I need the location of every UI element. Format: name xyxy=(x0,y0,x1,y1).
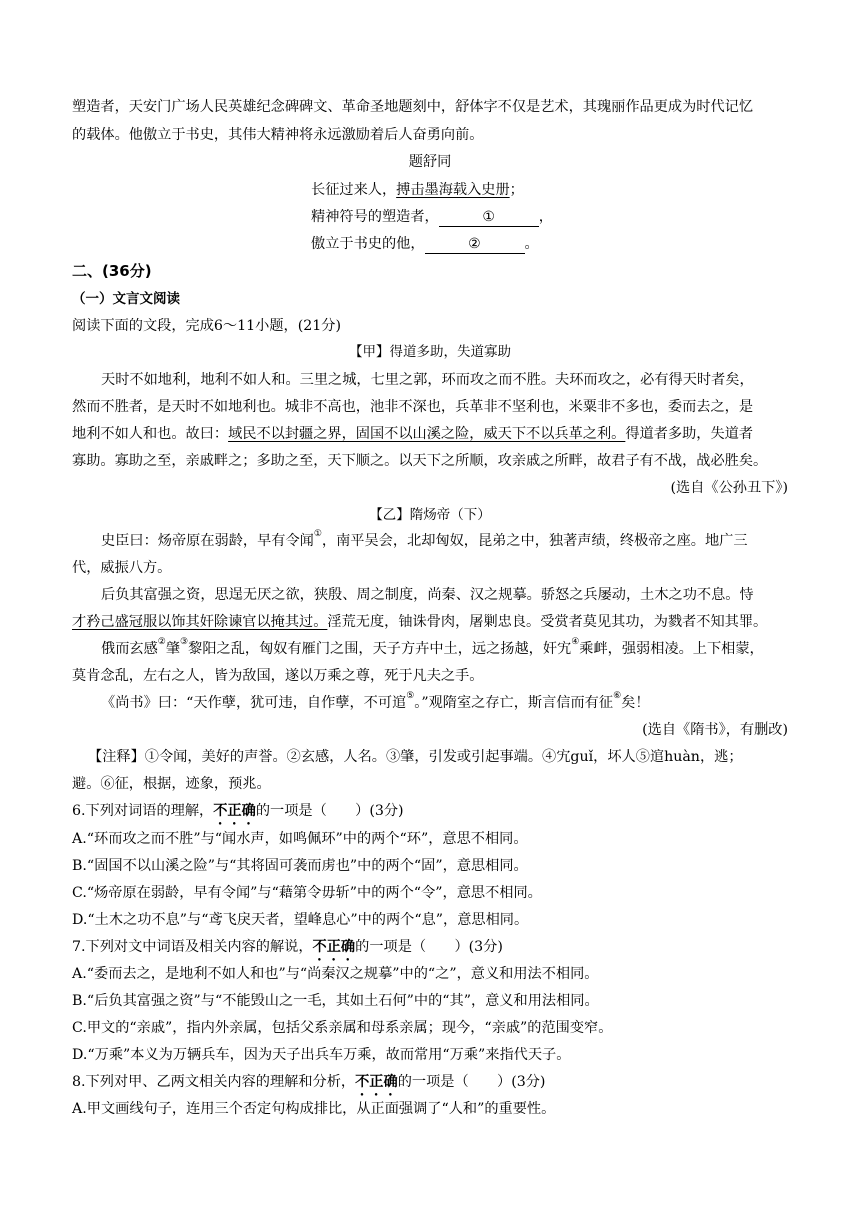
intro-line-1: 塑造者，天安门广场人民英雄纪念碑碑文、革命圣地题刻中，舒体字不仅是艺术，其瑰丽作品更成为时代记忆 xyxy=(72,99,754,115)
yi-line-3: 后负其富强之资，思逞无厌之欲，狭殷、周之制度，尚秦、汉之规摹。骄怒之兵屡动，土木之功不息。恃 xyxy=(101,587,754,603)
subsection-heading: （一）文言文阅读 xyxy=(72,291,180,307)
intro-line-2: 的载体。他傲立于书史，其伟大精神将永远激励着后人奋勇向前。 xyxy=(72,127,484,143)
footnote-mark: ⑤ xyxy=(406,691,415,701)
q6-option-a[interactable]: A.“环而攻之而不胜”与“闻水声，如鸣佩环”中的两个“环”，意思不相同。 xyxy=(72,831,528,847)
poem-line-3: 傲立于书史的他， ② 。 xyxy=(311,236,539,252)
emphasis-not-correct: 不正确 xyxy=(312,939,356,955)
emphasis-not-correct: 不正确 xyxy=(213,803,256,819)
q6-option-b[interactable]: B.“固国不以山溪之险”与“其将固可袭而虏也”中的两个“固”，意思相同。 xyxy=(72,858,528,874)
yi-source: (选自《隋书》，有删改) xyxy=(642,722,788,738)
footnote-mark: ② xyxy=(157,637,166,647)
jia-line-2: 然而不胜者，是天时不如地利也。城非不高也，池非不深也，兵革非不坚利也，米粟非不多也，委而去之，是 xyxy=(72,399,754,415)
yi-line-6: 莫肯念乱，左右之人，皆为敌国，遂以万乘之尊，死于凡夫之手。 xyxy=(72,668,484,684)
q7-option-c[interactable]: C.甲文的“亲戚”，指内外亲属，包括父系亲属和母系亲属；现今，“亲戚”的范围变窄。 xyxy=(72,1020,613,1036)
yi-line-1: 史臣曰：炀帝原在弱龄，早有令闻①，南平吴会，北却匈奴，昆弟之中，独著声绩，终极帝之座。地广三 xyxy=(101,529,748,549)
poem-underlined-phrase: 搏击墨海载入史册 xyxy=(396,182,510,198)
notes-line-1: 【注释】①令闻，美好的声誉。②玄感，人名。③肇，引发或引起事端。④宄guǐ，坏人⑤逭huàn，逃； xyxy=(88,749,743,765)
yi-line-7: 《尚书》曰：“天作孽，犹可违，自作孽，不可逭⑤。”观隋室之存亡，斯言信而有征⑥矣！ xyxy=(101,691,650,711)
footnote-mark: ④ xyxy=(571,637,580,647)
question-8-stem: 8.下列对甲、乙两文相关内容的理解和分析，不正确的一项是（ ）(3分) xyxy=(72,1074,546,1090)
q6-option-c[interactable]: C.“炀帝原在弱龄，早有令闻”与“藉第令毋斩”中的两个“令”，意思不相同。 xyxy=(72,885,542,901)
jia-title: 【甲】得道多助，失道寡助 xyxy=(349,344,511,360)
section-instruction: 阅读下面的文段，完成6～11小题，(21分) xyxy=(72,318,342,334)
yi-underlined-sentence: 才矜己盛冠服以饰其奸除谏官以掩其过。 xyxy=(72,614,328,630)
yi-line-5: 俄而玄感②肇③黎阳之乱，匈奴有雁门之围，天子方卉中土，远之扬越，奸宄④乘衅，强弱相凌。上下相蒙， xyxy=(101,637,764,657)
poem-line-1: 长征过来人，搏击墨海载入史册； xyxy=(311,182,524,198)
q7-option-d[interactable]: D.“万乘”本义为万辆兵车，因为天子出兵车万乘，故而常用“万乘”来指代天子。 xyxy=(72,1047,571,1063)
footnote-mark: ③ xyxy=(180,637,189,647)
q8-option-a[interactable]: A.甲文画线句子，连用三个否定句构成排比，从正面强调了“人和”的重要性。 xyxy=(72,1101,556,1117)
emphasis-not-correct: 不正确 xyxy=(355,1074,398,1090)
jia-underlined-sentence: 域民不以封疆之界，固国不以山溪之险，威天下不以兵革之利。 xyxy=(228,426,626,442)
jia-line-1: 天时不如地利，地利不如人和。三里之城，七里之郭，环而攻之而不胜。夫环而攻之，必有得天时者矣， xyxy=(101,372,754,388)
yi-line-2: 代，威振八方。 xyxy=(72,560,172,576)
question-6-stem: 6.下列对词语的理解，不正确的一项是（ ）(3分) xyxy=(72,803,404,819)
section-heading: 二、(36分) xyxy=(72,262,152,280)
q6-option-d[interactable]: D.“土木之功不息”与“鸢飞戾天者，望峰息心”中的两个“息”，意思相同。 xyxy=(72,912,529,928)
poem-title: 题舒同 xyxy=(408,154,452,170)
footnote-mark: ① xyxy=(313,529,322,539)
answer-blank-2[interactable]: ② xyxy=(425,235,525,254)
answer-blank-1[interactable]: ① xyxy=(439,208,539,227)
jia-line-4: 寡助。寡助之至，亲戚畔之；多助之至，天下顺之。以天下之所顺，攻亲戚之所畔，故君子有不战，战必胜矣。 xyxy=(72,453,768,469)
yi-line-4: 才矜己盛冠服以饰其奸除谏官以掩其过。淫荒无度，铀诛骨肉，屠剿忠良。受赏者莫见其功，为戮者不知其罪。 xyxy=(72,614,768,630)
jia-source: (选自《公孙丑下》) xyxy=(670,480,788,496)
q7-option-a[interactable]: A.“委而去之，是地利不如人和也”与“尚秦汉之规摹”中的“之”，意义和用法不相同。 xyxy=(72,966,599,982)
question-7-stem: 7.下列对文中词语及相关内容的解说，不正确的一项是（ ）(3分) xyxy=(72,939,503,955)
yi-title: 【乙】隋炀帝（下） xyxy=(369,507,491,523)
footnote-mark: ⑥ xyxy=(613,691,622,701)
q7-option-b[interactable]: B.“后负其富强之资”与“不能毁山之一毛，其如土石何”中的“其”，意义和用法相同。 xyxy=(72,993,599,1009)
notes-line-2: 避。⑥征，根据，迹象，预兆。 xyxy=(72,776,271,792)
poem-line-2: 精神符号的塑造者， ① ， xyxy=(311,209,553,225)
jia-line-3: 地利不如人和也。故曰：域民不以封疆之界，固国不以山溪之险，威天下不以兵革之利。得道者多助，失道者 xyxy=(72,426,754,442)
